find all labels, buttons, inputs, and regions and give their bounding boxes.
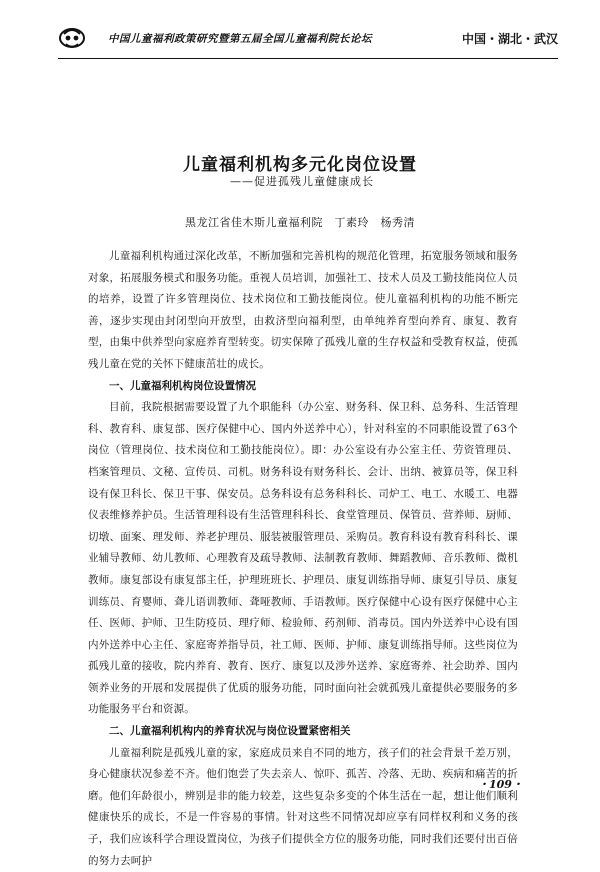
running-header (58, 22, 558, 56)
section-1-paragraph: 目前，我院根据需要设置了九个职能科（办公室、财务科、保卫科、总务科、生活管理科、教育科、康复部、医疗保健中心、国内外送养中心），针对科室的不同职能设置了63个岗位（管理岗位、技术岗位和工勤技能岗位）。即：办公室设有办公室主任、劳资管理员、档案管理员、文秘、宣传员、司机。财务科设有财务科长、会计、出纳、被算员等，保卫科设有保卫科长、保卫干事、保安员。总务科设有总务科科长、司炉工、电工、水暖工、电器仪表维修养护员。生活管理科设有生活管理科科长、食堂管理员、保管员、营养师、厨师、切墩、面案、理发师、养老护理员、服装被服管理员、采购员。教育科设有教育科科长、课业辅导教师、幼儿教师、心理教育及疏导教师、法制教育教师、舞蹈教师、音乐教师、微机教师。康复部设有康复部主任，护理班班长、护理员、康复训练指导师、康复引导员、康复训练员、育婴师、聋儿语训教师、聋哑教师、手语教师。医疗保健中心设有医疗保健中心主任、医师、护师、卫生防疫员、理疗师、检验师、药剂师、消毒员。国内外送养中心设有国内外送养中心主任、家庭寄养指导员，社工师、医师、护师、康复训练指导师。这些岗位为孤残儿童的接收，院内养育、教育、医疗、康复以及涉外送养、家庭寄养、社会助养、国内领养业务的开展和发展提供了优质的服务功能，同时面向社会就孤残儿童提供必要服务的多功能服务平台和资源。 (88, 401, 518, 716)
article-authors: 黑龙江省佳木斯儿童福利院 丁素玲 杨秀清 (185, 216, 415, 229)
header-title: 中国儿童福利政策研究暨第五届全国儿童福利院长论坛 (108, 33, 372, 45)
section-2-paragraph: 儿童福利院是孤残儿童的家，家庭成员来自不同的地方，孩子们的社会背景千差万别，身心健康状况参差不齐。他们饱尝了失去亲人、惊吓、孤苦、冷落、无助、疾病和痛苦的折磨。他们年龄很小，辨别是非的能力较差，这些复杂多变的个体生活在一起，想让他们顺利健康快乐的成长，不是一件容易的事情。针对这些不同情况却应享有同样权利和义务的孩子，我们应该科学合理设置岗位，为孩子们提供全方位的服务功能，同时我们还要付出百倍的努力去呵护 (88, 746, 518, 867)
intro-paragraph: 儿童福利机构通过深化改革，不断加强和完善机构的规范化管理，拓宽服务领域和服务对象，拓展服务模式和服务功能。重视人员培训，加强社工、技术人员及工勤技能岗位人员的培养，设置了许多管理岗位、技术岗位和工勤技能岗位。使儿童福利机构的功能不断完善，逐步实现由封闭型向开放型，由救济型向福利型，由单纯养育型向养育、康复、教育型，由集中供养型向家庭养育型转变。切实保障了孤残儿童的生存权益和受教育权益，使孤残儿童在党的关怀下健康茁壮的成长。 (88, 250, 518, 370)
header-location: 中国・湖北・武汉 (461, 32, 558, 46)
article-body (88, 246, 518, 872)
section-heading-1: 一、儿童福利机构岗位设置情况 (109, 379, 256, 392)
article-title: 儿童福利机构多元化岗位设置 (183, 155, 417, 175)
header-divider (58, 58, 558, 59)
section-heading-2: 二、儿童福利机构内的养育状况与岗位设置紧密相关 (109, 725, 351, 738)
page-number: ・109・ (478, 778, 523, 791)
conference-logo-icon (58, 24, 86, 50)
article-subtitle: ——促进孤残儿童健康成长 (230, 175, 374, 188)
